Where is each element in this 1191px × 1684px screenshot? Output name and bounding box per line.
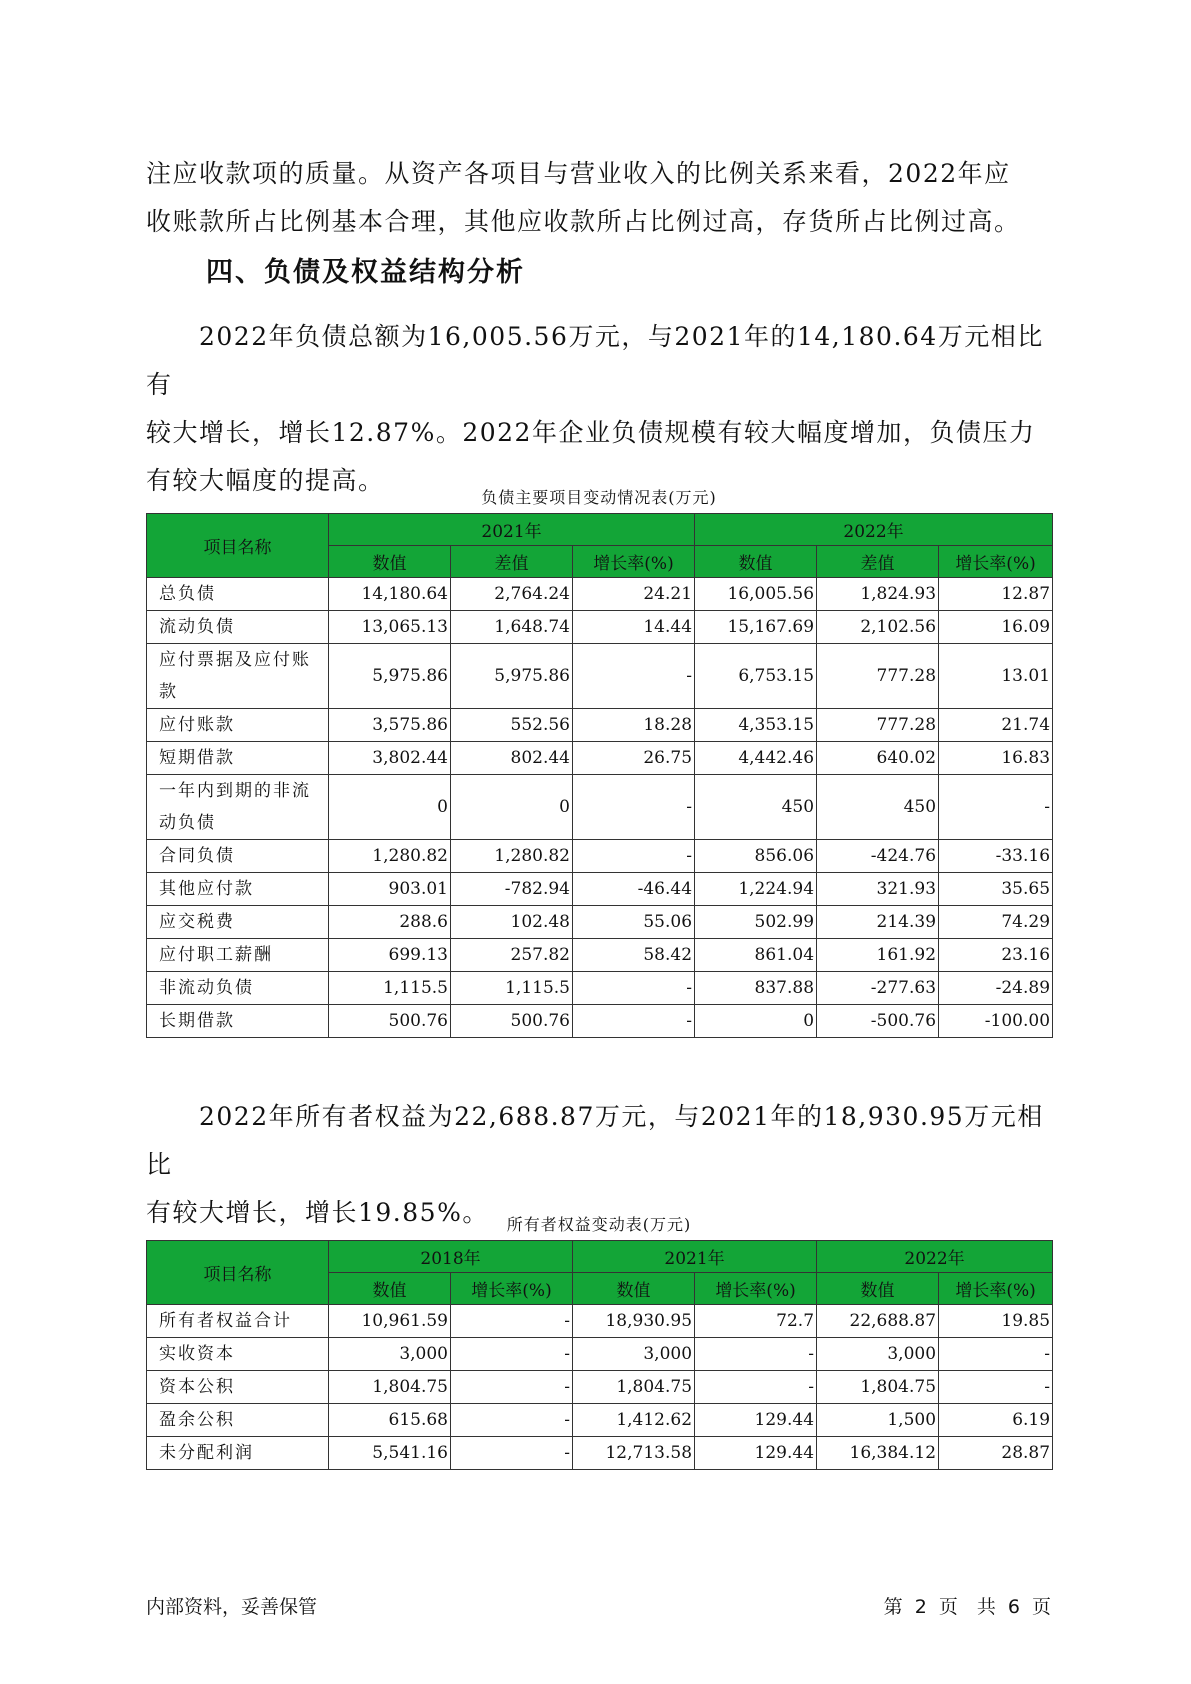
header-item-name: 项目名称 xyxy=(147,1241,329,1305)
table-row xyxy=(147,1371,1053,1404)
section-heading: 四、负债及权益结构分析 xyxy=(206,257,525,288)
cell-value-2021: 903.01 xyxy=(329,873,451,906)
row-name: 合同负债 xyxy=(147,840,329,873)
cell-growth-2021: 24.21 xyxy=(573,578,695,611)
table-row xyxy=(147,578,1053,611)
row-name: 应交税费 xyxy=(147,906,329,939)
cell-value-2021: 14,180.64 xyxy=(329,578,451,611)
cell-growth-2022: 16.09 xyxy=(939,611,1053,644)
row-name: 所有者权益合计 xyxy=(147,1305,329,1338)
cell-growth-2021: - xyxy=(573,840,695,873)
row-name: 应付职工薪酬 xyxy=(147,939,329,972)
cell-value-2022: 1,224.94 xyxy=(695,873,817,906)
row-name: 应付票据及应付账款 xyxy=(147,644,329,709)
cell-growth-2021: -46.44 xyxy=(573,873,695,906)
header-growth: 增长率(%) xyxy=(939,1273,1053,1305)
header-diff: 差值 xyxy=(451,546,573,578)
cell-growth-2021: 58.42 xyxy=(573,939,695,972)
header-growth: 增长率(%) xyxy=(573,546,695,578)
table-row xyxy=(147,906,1053,939)
cell-growth-2021: 14.44 xyxy=(573,611,695,644)
cell-value-2021: 0 xyxy=(329,775,451,840)
cell-growth-2022: 12.87 xyxy=(939,578,1053,611)
cell-growth-2022: - xyxy=(939,1371,1053,1404)
header-growth: 增长率(%) xyxy=(939,546,1053,578)
cell-diff-2021: 552.56 xyxy=(451,709,573,742)
header-year-2018: 2018年 xyxy=(329,1241,573,1273)
header-growth: 增长率(%) xyxy=(451,1273,573,1305)
cell-diff-2021: 1,115.5 xyxy=(451,972,573,1005)
table-row xyxy=(147,1437,1053,1470)
intro-line: 收账款所占比例基本合理，其他应收款所占比例过高，存货所占比例过高。 xyxy=(146,207,1021,236)
cell-diff-2022: 1,824.93 xyxy=(817,578,939,611)
cell-diff-2022: 777.28 xyxy=(817,709,939,742)
cell-diff-2022: 2,102.56 xyxy=(817,611,939,644)
cell-growth-2021: 129.44 xyxy=(695,1404,817,1437)
cell-growth-2021: 55.06 xyxy=(573,906,695,939)
cell-value-2021: 500.76 xyxy=(329,1005,451,1038)
cell-value-2021: 3,000 xyxy=(573,1338,695,1371)
cell-growth-2018: - xyxy=(451,1437,573,1470)
liability-line: 有较大幅度的提高。 xyxy=(146,466,385,495)
liability-paragraph xyxy=(146,313,1046,505)
cell-value-2022: 837.88 xyxy=(695,972,817,1005)
cell-value-2021: 3,802.44 xyxy=(329,742,451,775)
table-row xyxy=(147,972,1053,1005)
cell-value-2022: 15,167.69 xyxy=(695,611,817,644)
cell-diff-2022: 777.28 xyxy=(817,644,939,709)
row-name: 一年内到期的非流动负债 xyxy=(147,775,329,840)
cell-diff-2022: 450 xyxy=(817,775,939,840)
cell-growth-2022: -100.00 xyxy=(939,1005,1053,1038)
cell-growth-2021: - xyxy=(573,644,695,709)
header-value: 数值 xyxy=(329,1273,451,1305)
cell-value-2018: 615.68 xyxy=(329,1404,451,1437)
table-row xyxy=(147,611,1053,644)
table-row xyxy=(147,840,1053,873)
table-row xyxy=(147,939,1053,972)
header-year-2021: 2021年 xyxy=(573,1241,817,1273)
cell-value-2018: 10,961.59 xyxy=(329,1305,451,1338)
row-name: 其他应付款 xyxy=(147,873,329,906)
row-name: 短期借款 xyxy=(147,742,329,775)
cell-value-2021: 1,412.62 xyxy=(573,1404,695,1437)
cell-value-2022: 1,804.75 xyxy=(817,1371,939,1404)
cell-diff-2022: -277.63 xyxy=(817,972,939,1005)
cell-value-2022: 1,500 xyxy=(817,1404,939,1437)
cell-value-2022: 3,000 xyxy=(817,1338,939,1371)
cell-diff-2021: -782.94 xyxy=(451,873,573,906)
cell-value-2021: 13,065.13 xyxy=(329,611,451,644)
cell-growth-2022: - xyxy=(939,775,1053,840)
table-row xyxy=(147,873,1053,906)
cell-diff-2022: 161.92 xyxy=(817,939,939,972)
row-name: 长期借款 xyxy=(147,1005,329,1038)
cell-diff-2022: -424.76 xyxy=(817,840,939,873)
row-name: 资本公积 xyxy=(147,1371,329,1404)
cell-value-2018: 5,541.16 xyxy=(329,1437,451,1470)
cell-value-2021: 1,280.82 xyxy=(329,840,451,873)
cell-value-2022: 16,005.56 xyxy=(695,578,817,611)
row-name: 流动负债 xyxy=(147,611,329,644)
table1-caption: 负债主要项目变动情况表(万元) xyxy=(481,488,717,507)
header-year-2022: 2022年 xyxy=(817,1241,1053,1273)
equity-line: 有较大增长，增长19.85%。 xyxy=(146,1198,489,1227)
cell-growth-2021: - xyxy=(695,1371,817,1404)
cell-diff-2021: 102.48 xyxy=(451,906,573,939)
cell-growth-2021: 129.44 xyxy=(695,1437,817,1470)
cell-value-2022: 450 xyxy=(695,775,817,840)
table-row xyxy=(147,644,1053,709)
table2-caption: 所有者权益变动表(万元) xyxy=(506,1215,692,1234)
cell-growth-2022: 21.74 xyxy=(939,709,1053,742)
cell-growth-2022: 19.85 xyxy=(939,1305,1053,1338)
cell-growth-2022: 74.29 xyxy=(939,906,1053,939)
cell-growth-2022: - xyxy=(939,1338,1053,1371)
cell-growth-2018: - xyxy=(451,1338,573,1371)
header-value: 数值 xyxy=(329,546,451,578)
cell-growth-2022: 13.01 xyxy=(939,644,1053,709)
table-row xyxy=(147,709,1053,742)
cell-diff-2021: 257.82 xyxy=(451,939,573,972)
table-row xyxy=(147,1005,1053,1038)
header-value: 数值 xyxy=(817,1273,939,1305)
cell-value-2022: 861.04 xyxy=(695,939,817,972)
cell-growth-2021: - xyxy=(573,972,695,1005)
cell-value-2022: 502.99 xyxy=(695,906,817,939)
cell-growth-2018: - xyxy=(451,1371,573,1404)
header-item-name: 项目名称 xyxy=(147,514,329,578)
cell-value-2022: 22,688.87 xyxy=(817,1305,939,1338)
cell-diff-2022: 214.39 xyxy=(817,906,939,939)
header-year-2022: 2022年 xyxy=(695,514,1053,546)
cell-value-2022: 0 xyxy=(695,1005,817,1038)
header-growth: 增长率(%) xyxy=(695,1273,817,1305)
cell-diff-2021: 1,648.74 xyxy=(451,611,573,644)
cell-growth-2022: 28.87 xyxy=(939,1437,1053,1470)
cell-diff-2021: 802.44 xyxy=(451,742,573,775)
cell-growth-2021: 72.7 xyxy=(695,1305,817,1338)
table-row xyxy=(147,1305,1053,1338)
cell-value-2022: 856.06 xyxy=(695,840,817,873)
header-diff: 差值 xyxy=(817,546,939,578)
cell-value-2021: 12,713.58 xyxy=(573,1437,695,1470)
header-value: 数值 xyxy=(695,546,817,578)
cell-growth-2022: 35.65 xyxy=(939,873,1053,906)
cell-value-2021: 3,575.86 xyxy=(329,709,451,742)
header-value: 数值 xyxy=(573,1273,695,1305)
equity-table xyxy=(146,1240,1053,1470)
cell-value-2021: 5,975.86 xyxy=(329,644,451,709)
cell-value-2021: 1,804.75 xyxy=(573,1371,695,1404)
cell-value-2018: 1,804.75 xyxy=(329,1371,451,1404)
row-name: 未分配利润 xyxy=(147,1437,329,1470)
cell-growth-2021: - xyxy=(573,1005,695,1038)
cell-growth-2018: - xyxy=(451,1404,573,1437)
cell-diff-2021: 500.76 xyxy=(451,1005,573,1038)
row-name: 盈余公积 xyxy=(147,1404,329,1437)
cell-growth-2022: 6.19 xyxy=(939,1404,1053,1437)
cell-value-2022: 16,384.12 xyxy=(817,1437,939,1470)
equity-line: 2022年所有者权益为22,688.87万元，与2021年的18,930.95万元相比 xyxy=(146,1102,1044,1179)
cell-growth-2021: 26.75 xyxy=(573,742,695,775)
cell-diff-2022: 321.93 xyxy=(817,873,939,906)
cell-growth-2022: 16.83 xyxy=(939,742,1053,775)
cell-diff-2021: 2,764.24 xyxy=(451,578,573,611)
footer-confidential-note: 内部资料，妥善保管 xyxy=(146,1596,318,1618)
table-row xyxy=(147,1404,1053,1437)
cell-value-2021: 288.6 xyxy=(329,906,451,939)
table-row xyxy=(147,1338,1053,1371)
cell-diff-2021: 1,280.82 xyxy=(451,840,573,873)
row-name: 非流动负债 xyxy=(147,972,329,1005)
cell-diff-2021: 5,975.86 xyxy=(451,644,573,709)
cell-diff-2022: 640.02 xyxy=(817,742,939,775)
header-year-2021: 2021年 xyxy=(329,514,695,546)
intro-line: 注应收款项的质量。从资产各项目与营业收入的比例关系来看，2022年应 xyxy=(146,159,1011,188)
cell-growth-2022: 23.16 xyxy=(939,939,1053,972)
intro-paragraph xyxy=(146,150,1046,246)
liability-line: 较大增长，增长12.87%。2022年企业负债规模有较大幅度增加，负债压力 xyxy=(146,418,1036,447)
row-name: 应付账款 xyxy=(147,709,329,742)
cell-growth-2022: -33.16 xyxy=(939,840,1053,873)
cell-diff-2021: 0 xyxy=(451,775,573,840)
row-name: 总负债 xyxy=(147,578,329,611)
liability-line: 2022年负债总额为16,005.56万元，与2021年的14,180.64万元相比有 xyxy=(146,322,1044,399)
cell-growth-2018: - xyxy=(451,1305,573,1338)
footer-page-number: 第 2 页 共 6 页 xyxy=(883,1596,1051,1618)
table-row xyxy=(147,742,1053,775)
cell-diff-2022: -500.76 xyxy=(817,1005,939,1038)
cell-growth-2021: - xyxy=(573,775,695,840)
table-row xyxy=(147,775,1053,840)
cell-value-2022: 6,753.15 xyxy=(695,644,817,709)
cell-value-2021: 699.13 xyxy=(329,939,451,972)
cell-growth-2022: -24.89 xyxy=(939,972,1053,1005)
cell-value-2021: 1,115.5 xyxy=(329,972,451,1005)
cell-value-2022: 4,353.15 xyxy=(695,709,817,742)
cell-growth-2021: 18.28 xyxy=(573,709,695,742)
cell-growth-2021: - xyxy=(695,1338,817,1371)
row-name: 实收资本 xyxy=(147,1338,329,1371)
cell-value-2021: 18,930.95 xyxy=(573,1305,695,1338)
liability-table xyxy=(146,513,1053,1038)
cell-value-2022: 4,442.46 xyxy=(695,742,817,775)
cell-value-2018: 3,000 xyxy=(329,1338,451,1371)
